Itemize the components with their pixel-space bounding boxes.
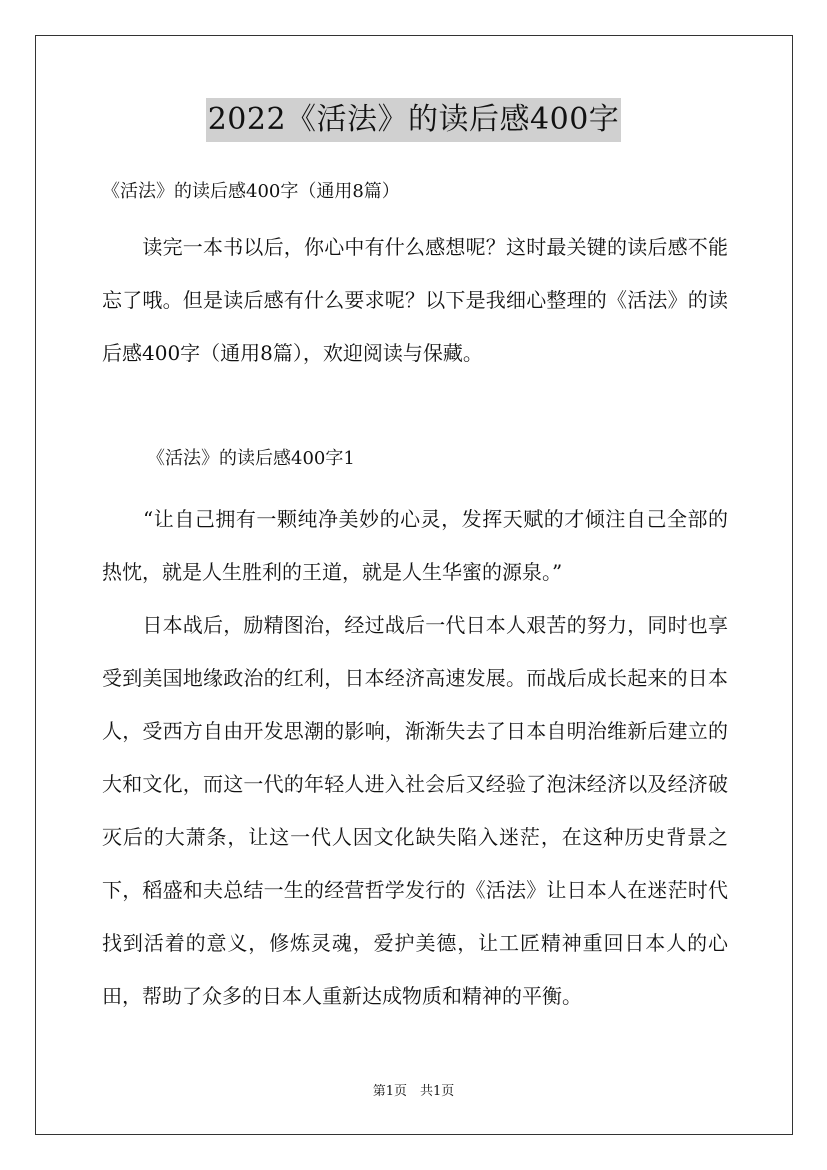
document-subtitle: 《活法》的读后感400字（通用8篇） (102, 181, 400, 202)
section-heading: 《活法》的读后感400字1 (147, 448, 355, 469)
body-paragraph: 日本战后，励精图治，经过战后一代日本人艰苦的努力，同时也享受到美国地缘政治的红利，日本经济高速发展。而战后成长起来的日本人，受西方自由开发思潮的影响，渐渐失去了日本自明治维新后建立的大和文化，而这一代的年轻人进入社会后又经验了泡沫经济以及经济破灭后的大萧条，让这一代人因文化缺失陷入迷茫，在这种历史背景之下，稻盛和夫总结一生的经营哲学发行的《活法》让日本人在迷茫时代找到活着的意义，修炼灵魂，爱护美德，让工匠精神重回日本人的心田，帮助了众多的日本人重新达成物质和精神的平衡。 (102, 613, 728, 1008)
intro-paragraph: 读完一本书以后，你心中有什么感想呢？这时最关键的读后感不能忘了哦。但是读后感有什么要求呢？以下是我细心整理的《活法》的读后感400字（通用8篇），欢迎阅读与保藏。 (102, 235, 728, 365)
quote-paragraph: “让自己拥有一颗纯净美妙的心灵，发挥天赋的才倾注自己全部的热忱，就是人生胜利的王道，就是人生华蜜的源泉。” (102, 507, 728, 584)
document-title: 2022《活法》的读后感400字 (206, 98, 622, 142)
page-footer: 第1页 共1页 (372, 1084, 455, 1099)
title-container (0, 98, 827, 142)
